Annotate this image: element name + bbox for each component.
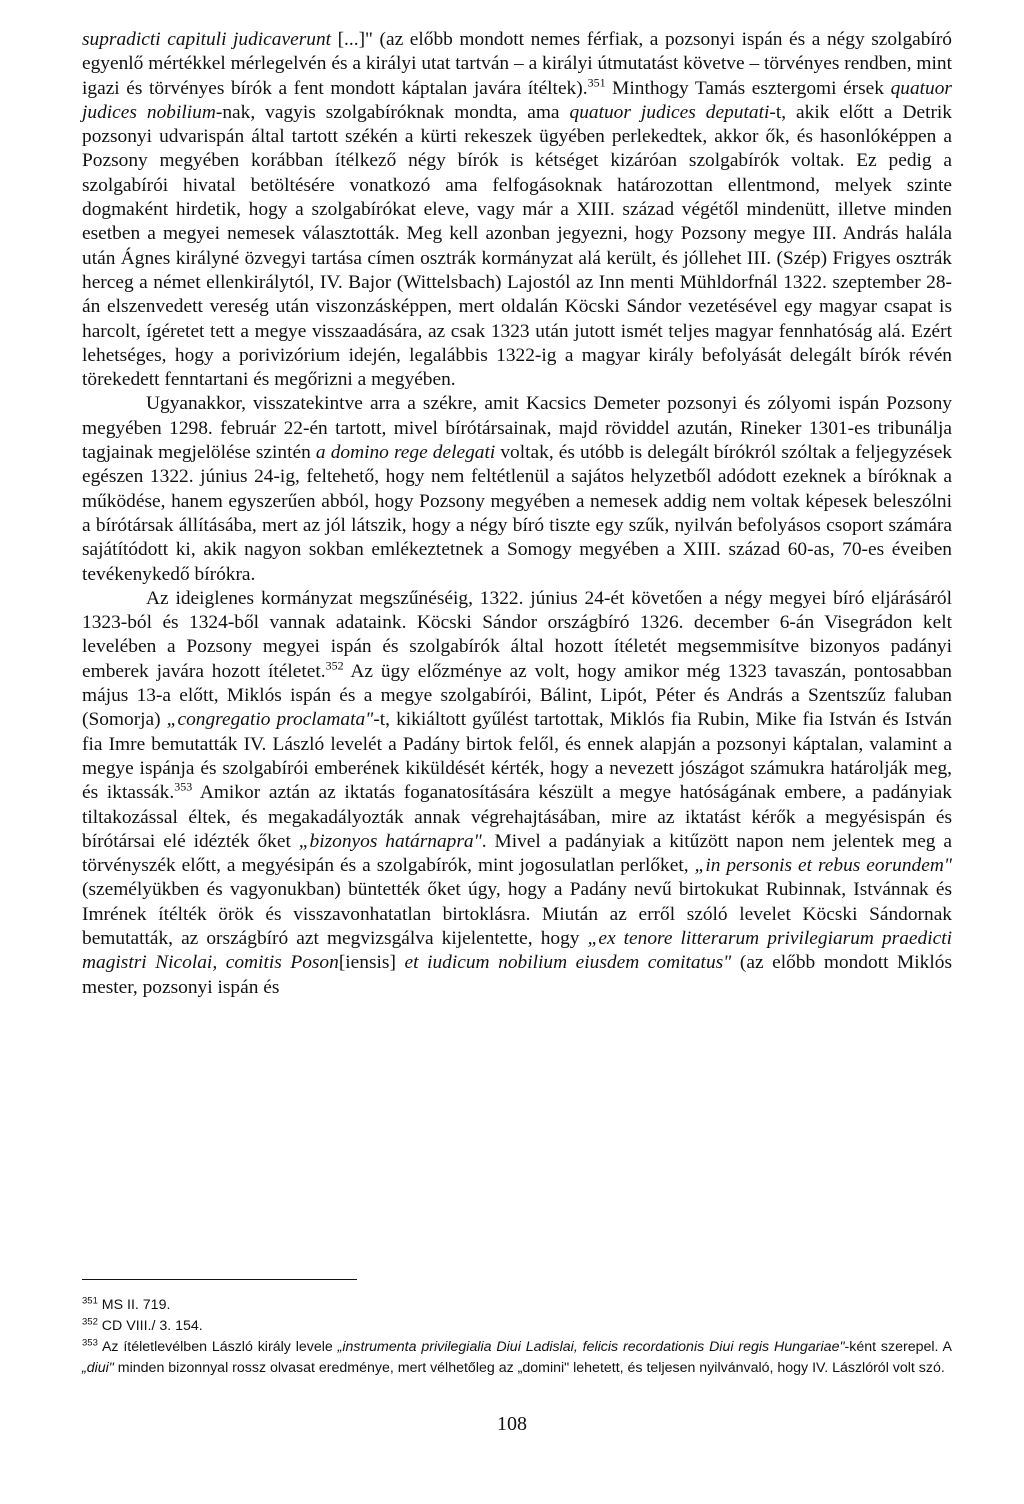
paragraph-1 bbox=[82, 28, 952, 392]
text-run: [...]" (az előbb mondott nemes férfiak, a pozsonyi ispán és a négy szolgabíró egyenlő mértékkel mérlegelvén és a királyi utat tartván – a királyi útmutatást követve – törvényes rendben, mint igazi és törvényes bírók a fent mondott káptalan javára ítéltek). bbox=[82, 29, 952, 99]
footnote-number: 353 bbox=[82, 1337, 98, 1349]
footnote-text: CD VIII./ 3. 154. bbox=[97, 1318, 203, 1334]
text-run: -t, kikiáltott gyűlést tartottak, Miklós fia Rubin, Mike fia István és István fia Imre bemutatták IV. László levelét a Padány birtok felől, és ennek alapján a pozsonyi káptalan, valamint a megye ispánja és szolgabírói emberének kiküldését kérték, hogy a nevezett jószágot számukra határolják meg, és iktassák. bbox=[82, 709, 952, 804]
text-run: -t, akik előtt a Detrik pozsonyi udvarispán által tartott székén a kürti rekeszek ügyében perlekedtek, akkor ők, és hasonlóképpen a Pozsony megyében korábban ítélkező négy bírók is kétséget kizáróan szolgabírók voltak. Ez pedig a szolgabírói hivatal betöltésére vonatkozó ama felfogásoknak határozottan ellentmond, melyek szinte dogmaként hirdetik, hogy a szolgabírókat eleve, vagy már a XIII. század végétől mindenütt, illetve minden esetben a megyei nemesek választották. Meg kell azonban jegyezni, hogy Pozsony megye III. András halála után Ágnes királyné özvegyi tartása címen osztrák kormányzat alá került, és jóllehet III. (Szép) Frigyes osztrák herceg a német ellenkirálytól, IV. Bajor (Wittelsbach) Lajostól az Inn menti Mühldorfnál 1322. szeptember 28-án elszenvedett vereség után viszonzásképpen, mert oldalán Köcski Sándor vezetésével egy magyar csapat is harcolt, ígéretet tett a megye visszaadására, az csak 1323 után jutott ismét teljes magyar fennhatóság alá. Ezért lehetséges, hogy a porivizórium idején, legalábbis 1322-ig a magyar király befolyását delegált bírók révén törekedett fenntartani és megőrizni a megyében. bbox=[82, 101, 952, 391]
text-run: (az előbb mondott Miklós mester, pozsonyi ispán és bbox=[82, 952, 952, 998]
text-run: . Mivel a padányiak a kitűzött napon nem jelentek meg a törvényszék előtt, a megyésipán és a szolgabírók, mint jogosulatlan perlőket, bbox=[82, 830, 952, 877]
footnote-353 bbox=[82, 1337, 952, 1379]
latin-quote: „instrumenta privilegialia Diui Ladislai, felicis recordationis Diui regis Hungariae" bbox=[337, 1339, 845, 1355]
latin-term: a domino rege delegati bbox=[315, 442, 496, 464]
footnote-ref: 353 bbox=[174, 779, 193, 794]
page-body bbox=[82, 28, 952, 1000]
footnote-ref: 351 bbox=[587, 75, 606, 90]
footnote-separator bbox=[82, 1279, 357, 1280]
text-run: voltak, és utóbb is delegált bírókról szóltak a feljegyzések egészen 1322. június 24-ig, feltehető, hogy nem feltétlenül a sajátos helyzetből adódott ezeknek a bíróknak a működése, hanem egyszerűen abból, hogy Pozsony megyében a nemesek addig nem voltak képesek beleszólni a bírótársak állításába, mert az jól látszik, hogy a négy bíró tiszte egy szűk, nyilván befolyásos csoport számára sajátítódott ki, akik nagyon sokban emlékeztetnek a Somogy megyében a XIII. század 60-as, 70-es éveiben tevékenykedő bírókra. bbox=[82, 442, 952, 585]
text-run: (személyükben és vagyonukban) büntették őket úgy, hogy a Padány nevű birtokukat Rubinnak, Istvánnak és Imrének ítélték örök és visszavonhatatlan birtoklásra. Miután az erről szóló levelet Köcski Sándornak bemutatták, az országbíró azt megvizsgálva kijelentette, hogy bbox=[82, 879, 952, 949]
footnote-text: MS II. 719. bbox=[97, 1297, 171, 1313]
latin-quote: „ex tenore litterarum privilegiarum praedicti magistri Nicolai, comitis Poson bbox=[82, 927, 952, 974]
latin-quote: „congregatio proclamata" bbox=[166, 709, 374, 731]
latin-quote: supradicti capituli judicaverunt bbox=[82, 29, 332, 50]
text-run: Az ideiglenes kormányzat megszűnéséig, 1322. június 24-ét követően a négy megyei bíró eljárásáról 1323-ból és 1324-ből vannak adataink. Köcski Sándor országbíró 1326. december 6-án Visegrádon kelt levelében a Pozsony megyei ispán és szolgabírók által hozott ítéletét megsemmisítve bizonyos padányi emberek javára hozott ítéletet. bbox=[82, 587, 952, 682]
footnote-text: minden bizonnyal rossz olvasat eredménye, mert vélhetőleg az „domini" lehetett, és teljesen nyilvánvaló, hogy IV. Lászlóról volt szó. bbox=[113, 1360, 945, 1376]
latin-quote: et iudicum nobilium eiusdem comitatus" bbox=[404, 952, 732, 974]
footnote-number: 352 bbox=[82, 1316, 98, 1328]
latin-term: „diui" bbox=[82, 1360, 114, 1376]
footnote-text: Az ítéletlevélben László király levele bbox=[97, 1339, 338, 1355]
footnote-text: -ként szerepel. A bbox=[844, 1339, 953, 1355]
footnote-351 bbox=[82, 1295, 952, 1316]
text-run: [iensis] bbox=[338, 952, 405, 974]
quoted-phrase: „bizonyos határnapra" bbox=[298, 830, 482, 852]
footnote-352 bbox=[82, 1316, 952, 1337]
latin-quote: „in personis et rebus eorundem" bbox=[694, 855, 952, 877]
footnote-ref: 352 bbox=[325, 658, 344, 673]
text-run: -nak, vagyis szolgabíróknak mondta, ama bbox=[215, 101, 570, 123]
footnote-number: 351 bbox=[82, 1295, 98, 1307]
latin-term: quatuor judices nobilium bbox=[82, 77, 952, 123]
text-run: Amikor aztán az iktatás foganatosítására készült a megye hatóságának embere, a padányiak tiltakozással éltek, és megakadályozták annak végrehajtásában, mire az iktatást kérők a megyésispán és bírótársai elé idézték őket bbox=[82, 782, 952, 852]
text-run: Az ügy előzménye az volt, hogy amikor még 1323 tavaszán, pontosabban május 13-a előtt, Miklós ispán és a megye szolgabírói, Bálint, Lipót, Péter és András a Szentszűz faluban (Somorja) bbox=[82, 660, 953, 731]
footnotes bbox=[82, 1295, 952, 1379]
latin-term: quatuor judices deputati bbox=[569, 101, 770, 123]
page-number: 108 bbox=[497, 1413, 527, 1435]
paragraph-3 bbox=[82, 587, 952, 1000]
text-run: Ugyanakkor, visszatekintve arra a székre, amit Kacsics Demeter pozsonyi és zólyomi ispán Pozsony megyében 1298. február 22-én tartott, mivel bírótársainak, majd röviddel azután, Rineker 1301-es tribunálja tagjainak megjelölése szintén bbox=[82, 393, 952, 464]
text-run: Minthogy Tamás esztergomi érsek bbox=[605, 77, 891, 99]
paragraph-2 bbox=[82, 392, 952, 586]
